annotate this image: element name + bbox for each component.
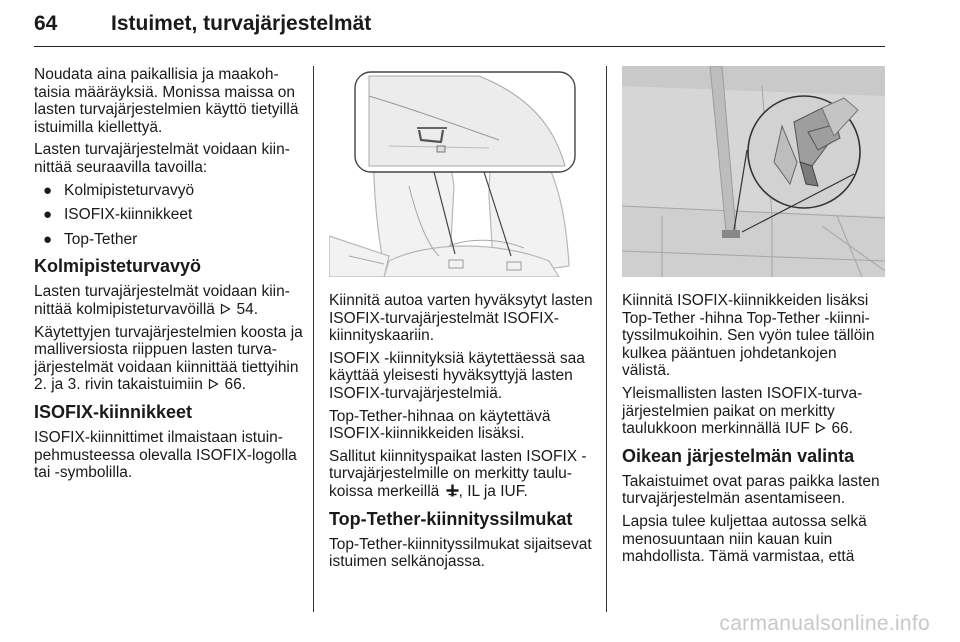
text-column-1	[34, 66, 304, 487]
paragraph: Kiinnitä ISOFIX-kiinnikkeiden lisäksi Top-Tether -hihna Top-Tether -kiinnityssilmukoihin. Sen vyön tulee tällöin kulkea pääntuen johdetankojen välistä.	[622, 292, 875, 380]
bullet-icon: ●	[43, 181, 53, 199]
page-title: Istuimet, turvajärjestelmät	[111, 12, 372, 35]
section-heading: ISOFIX-kiinnikkeet	[34, 401, 193, 422]
list-item: ● Top-Tether	[43, 230, 138, 248]
paragraph: Lasten turvajärjestelmät voidaan kiinnittää seuraavilla tavoilla:	[34, 141, 290, 176]
mounting-methods-list	[34, 182, 304, 249]
column-divider	[606, 66, 607, 612]
top-tether-illustration	[622, 66, 885, 277]
page-header	[34, 6, 885, 47]
paragraph: Lasten turvajärjestelmät voidaan kiinnittää kolmipisteturvavöillä 54.	[34, 283, 290, 318]
text-column-2	[329, 292, 595, 576]
section-heading: Top-Tether-kiinnityssilmukat	[329, 508, 573, 529]
list-item: ● ISOFIX-kiinnikkeet	[43, 206, 193, 224]
paragraph: Lapsia tulee kuljettaa autossa selkä menosuuntaan niin kauan kuin mahdollista. Tämä varmistaa, että	[622, 512, 867, 566]
plus-cross-icon	[446, 484, 459, 497]
section-heading: Kolmipisteturvavyö	[34, 256, 202, 277]
bullet-icon: ●	[43, 230, 53, 248]
paragraph: Noudata aina paikallisia ja maakohtaisia määräyksiä. Monissa maissa on lasten turvajärjestelmien käyttö tietyillä istuimilla kiellettyä.	[34, 66, 299, 136]
paragraph: Kiinnitä autoa varten hyväksytyt lasten ISOFIX-turvajärjestelmät ISOFIX-kiinnityskaariin.	[329, 292, 593, 345]
paragraph: Sallitut kiinnityspaikat lasten ISOFIX -turvajärjestelmille on merkitty taulukoissa merkeillä , IL ja IUF.	[329, 447, 587, 500]
arrow-right-outline-icon[interactable]	[815, 422, 826, 434]
column-divider	[313, 66, 314, 612]
arrow-right-outline-icon[interactable]	[220, 303, 231, 315]
bullet-icon: ●	[43, 206, 53, 224]
paragraph: ISOFIX-kiinnittimet ilmaistaan istuinpehmusteessa olevalla ISOFIX-logolla tai -symbolilla.	[34, 428, 297, 482]
paragraph: Top-Tether-kiinnityssilmukat sijaitsevat istuimen selkänojassa.	[329, 535, 592, 571]
paragraph: Käytettyjen turvajärjestelmien koosta ja malliversiosta riippuen lasten turvajärjestelmät voidaan kiinnittää tiettyihin 2. ja 3. rivin takaistuimiin 66.	[34, 323, 303, 394]
paragraph: Takaistuimet ovat paras paikka lasten turvajärjestelmän asentamiseen.	[622, 472, 880, 508]
isofix-bracket-illustration	[329, 66, 594, 277]
page-number: 64	[34, 12, 58, 35]
watermark: carmanualsonline.info	[719, 612, 930, 635]
arrow-right-outline-icon[interactable]	[208, 378, 219, 390]
list-item: ● Kolmipisteturvavyö	[43, 181, 195, 199]
text-column-3	[622, 292, 886, 571]
section-heading: Oikean järjestelmän valinta	[622, 445, 855, 466]
paragraph: Top-Tether-hihnaa on käytettävä ISOFIX-kiinnikkeiden lisäksi.	[329, 407, 551, 443]
paragraph: ISOFIX -kiinnityksiä käytettäessä saa käyttää yleisesti hyväksyttyjä lasten ISOFIX-turvajärjestelmiä.	[329, 349, 585, 402]
paragraph: Yleismallisten lasten ISOFIX-turvajärjestelmien paikat on merkitty taulukkoon merkinnällä IUF 66.	[622, 384, 863, 438]
